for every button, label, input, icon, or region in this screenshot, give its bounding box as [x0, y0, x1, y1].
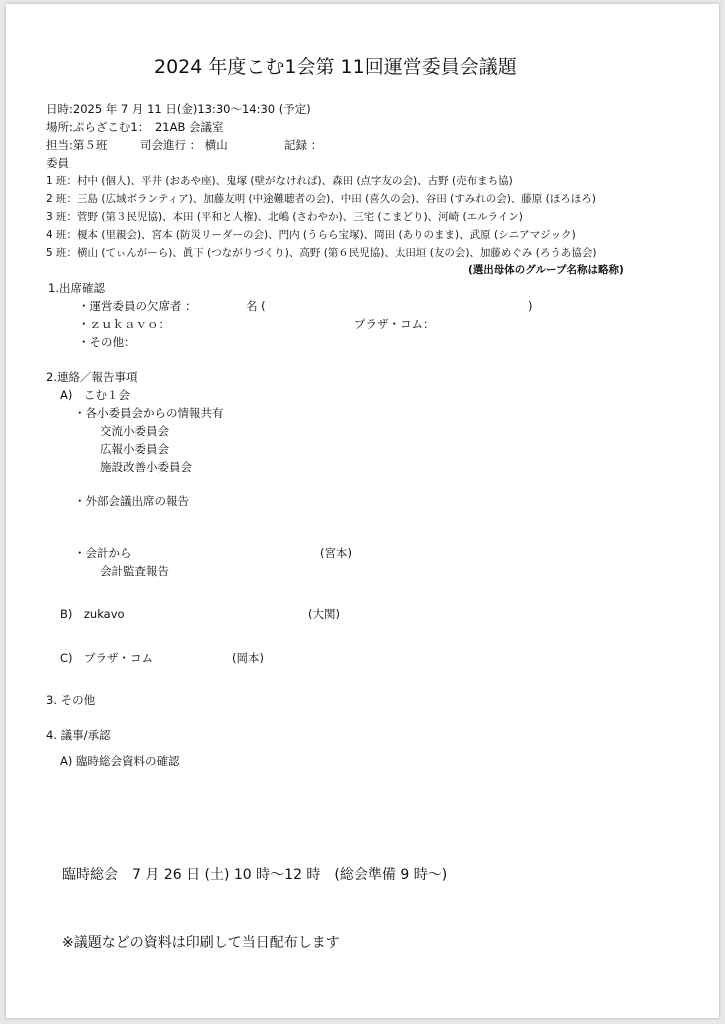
footer-note: ※議題などの資料は印刷して当日配布します — [62, 935, 340, 951]
document-page — [6, 4, 719, 1018]
member-row: 3 班：菅野 (第３民児協)、本田 (平和と人権)、北嶋 (さわやか)、三宅 (こまどり)、河崎 (エルライン) — [46, 211, 523, 223]
members-heading: 委員 — [46, 156, 69, 170]
recorder: 記録 ： — [284, 138, 323, 152]
facilitator: 司会進行 ： 横山 — [140, 138, 228, 152]
external-meeting-report: ・外部会議出席の報告 — [74, 494, 189, 508]
member-row: 5 班：横山 (てぃんがーら)、眞下 (つながりづくり)、高野 (第６民児協)、太田垣 (友の会)、加藤めぐみ (ろうあ協会) — [46, 247, 597, 259]
subcommittee-item: 広報小委員会 — [100, 442, 169, 456]
accounting-person: (宮本) — [320, 546, 352, 560]
audit-report: 会計監査報告 — [100, 564, 169, 578]
zukavo-attendance: ・ｚｕｋａｖｏ： — [78, 317, 170, 331]
section-1-heading: 1.出席確認 — [48, 281, 105, 295]
document-title: 2024 年度こむ1会第 11回運営委員会議題 — [154, 56, 517, 78]
charge-group: 担当:第５班 — [46, 138, 108, 152]
absent-label: ・運営委員の欠席者 ： — [78, 299, 197, 313]
section-4-heading: 4. 議事/承認 — [46, 728, 111, 742]
section-2c-heading: C) プラザ・コム — [60, 651, 154, 665]
member-row: 4 班：榎本 (里親会)、宮本 (防災リーダーの会)、門内 (うらら宝塚)、岡田 (ありのまま)、武原 (シニアマジック) — [46, 229, 576, 241]
section-2-heading: 2.連絡／報告事項 — [46, 370, 138, 384]
meeting-place: 場所:ぷらざこむ1： 21AB 会議室 — [46, 120, 224, 134]
meeting-notice: 臨時総会 7 月 26 日 (土) 10 時～12 時 (総会準備 9 時～) — [62, 867, 448, 883]
accounting-item: ・会計から — [74, 546, 132, 560]
plaza-attendance: プラザ・コム： — [354, 317, 435, 331]
section-2b-heading: B) zukavo — [60, 607, 125, 621]
section-2b-person: (大関) — [308, 607, 340, 621]
member-row: 2 班：三島 (広域ボランティア)、加藤友明 (中途難聴者の会)、中田 (喜久の会)、谷田 (すみれの会)、藤原 (ほろほろ) — [46, 193, 596, 205]
section-2c-person: (岡本) — [232, 651, 264, 665]
committee-info: ・各小委員会からの情報共有 — [74, 406, 224, 420]
section-4a-item: A) 臨時総会資料の確認 — [60, 754, 180, 768]
section-2a-heading: A) こむ１会 — [60, 388, 130, 402]
subcommittee-item: 施設改善小委員会 — [100, 460, 192, 474]
member-row: 1 班：村中 (個人)、平井 (おあや座)、鬼塚 (壁がなければ)、森田 (点字友の会)、古野 (売布まち協) — [46, 175, 513, 187]
absent-close: ) — [528, 299, 533, 313]
meeting-datetime: 日時:2025 年 7 月 11 日(金)13:30～14:30 (予定) — [46, 102, 311, 116]
subcommittee-item: 交流小委員会 — [100, 424, 169, 438]
absent-count: 名 ( — [246, 299, 266, 313]
members-note: (選出母体のグループ名称は略称) — [468, 264, 624, 276]
section-3-heading: 3. その他 — [46, 693, 96, 707]
other-attendance: ・その他： — [78, 335, 136, 349]
